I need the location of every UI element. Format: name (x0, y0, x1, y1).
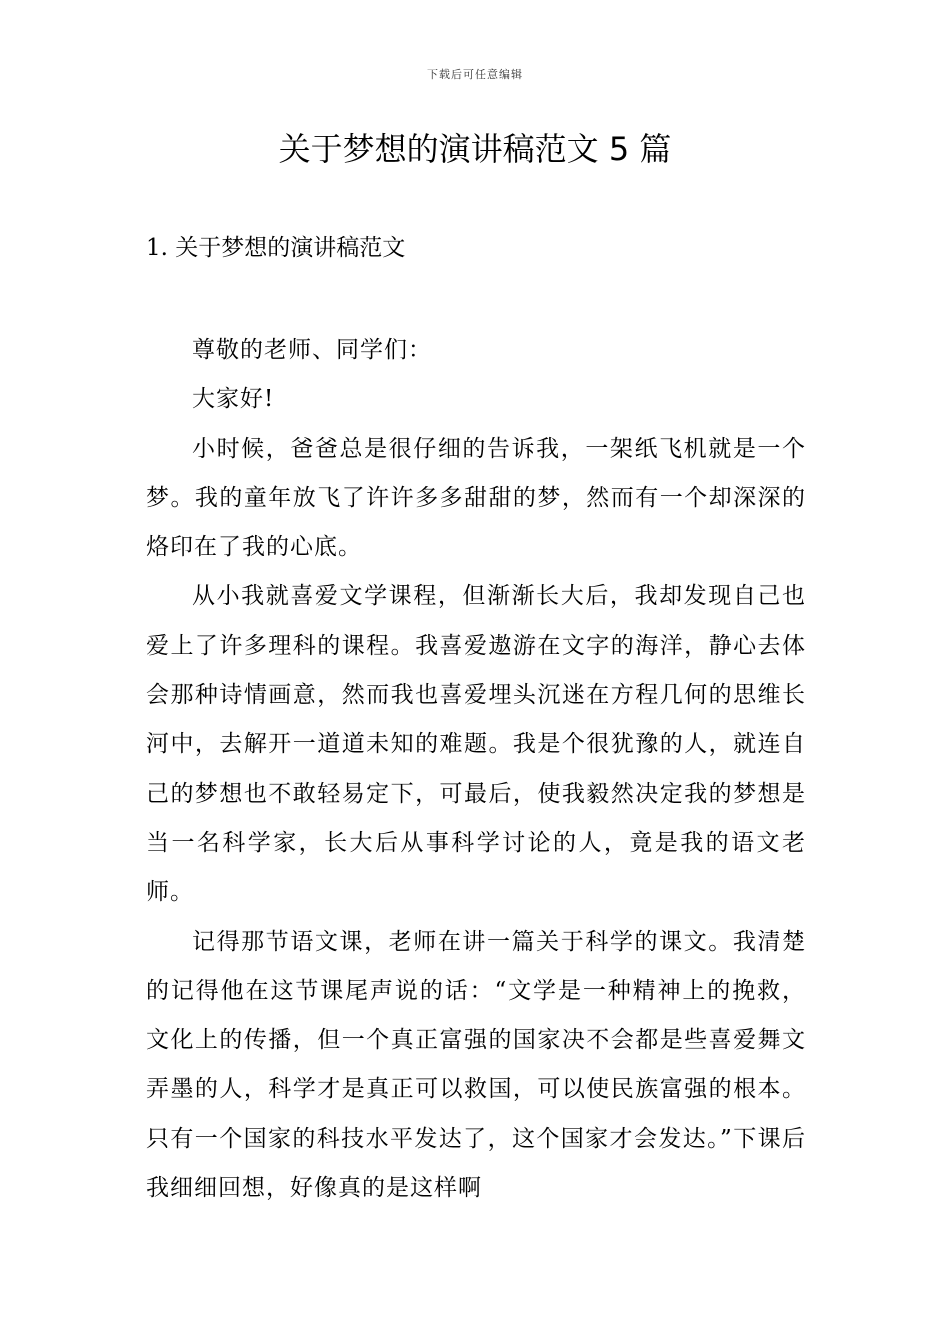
paragraph: 记得那节语文课，老师在讲一篇关于科学的课文。我清楚的记得他在这节课尾声说的话：“文学是一种精神上的挽救，文化上的传播，但一个真正富强的国家决不会都是些喜爱舞文弄墨的人，科学才是真正可以救国，可以使民族富强的根本。只有一个国家的科技水平发达了，这个国家才会发达。”下课后我细细回想，好像真的是这样啊 (146, 928, 806, 1202)
header-note: 下载后可任意编辑 (427, 68, 523, 81)
section-heading: 1. 关于梦想的演讲稿范文 (146, 235, 406, 261)
document-body (146, 326, 806, 1213)
paragraph-greeting: 大家好! (192, 386, 275, 413)
paragraph: 从小我就喜爱文学课程，但渐渐长大后，我却发现自己也爱上了许多理科的课程。我喜爱遨游在文字的海洋，静心去体会那种诗情画意，然而我也喜爱埋头沉迷在方程几何的思维长河中，去解开一道道未知的难题。我是个很犹豫的人，就连自己的梦想也不敢轻易定下，可最后，使我毅然决定我的梦想是当一名科学家，长大后从事科学讨论的人，竟是我的语文老师。 (146, 583, 806, 906)
paragraph: 小时候，爸爸总是很仔细的告诉我，一架纸飞机就是一个梦。我的童年放飞了许许多多甜甜的梦，然而有一个却深深的烙印在了我的心底。 (146, 435, 806, 561)
paragraph-salutation: 尊敬的老师、同学们： (192, 337, 432, 363)
document-title: 关于梦想的演讲稿范文 5 篇 (278, 130, 672, 168)
